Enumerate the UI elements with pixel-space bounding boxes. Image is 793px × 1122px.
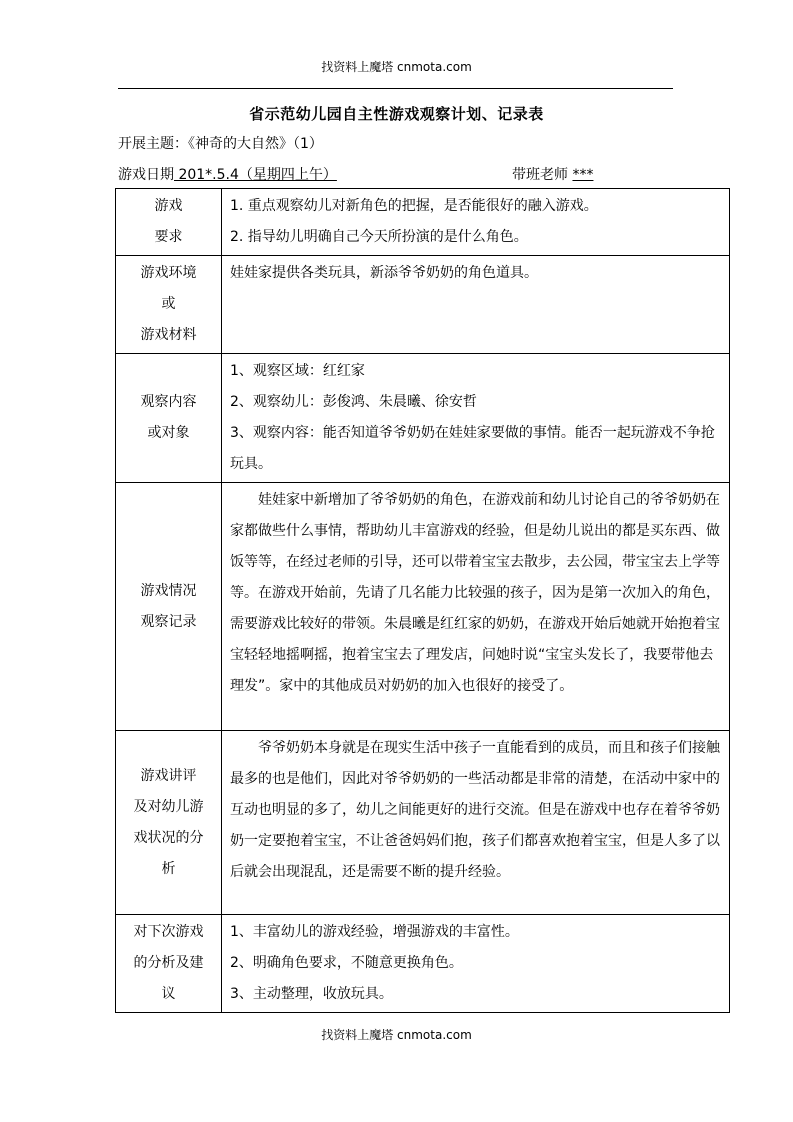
row-value-requirements: 1. 重点观察幼儿对新角色的把握，是否能很好的融入游戏。 2. 指导幼儿明确自己今天所扮演的是什么角色。 xyxy=(222,189,730,256)
document-title: 省示范幼儿园自主性游戏观察计划、记录表 xyxy=(249,105,544,123)
table-row xyxy=(116,189,730,256)
table-row xyxy=(116,483,730,731)
row-label-next-suggestions: 对下次游戏 的分析及建 议 xyxy=(116,915,222,1013)
table-row xyxy=(116,256,730,354)
teacher-value: *** xyxy=(572,167,594,183)
table-row xyxy=(116,915,730,1013)
observation-table xyxy=(115,188,730,1013)
table-row xyxy=(116,354,730,483)
row-label-requirements: 游戏 要求 xyxy=(116,189,222,256)
teacher-line xyxy=(512,164,593,184)
row-value-next-suggestions: 1、丰富幼儿的游戏经验，增强游戏的丰富性。 2、明确角色要求，不随意更换角色。 3、主动整理，收放玩具。 xyxy=(222,915,730,1013)
row-value-evaluation: 爷爷奶奶本身就是在现实生活中孩子一直能看到的成员，而且和孩子们接触最多的也是他们，因此对爷爷奶奶的一些活动都是非常的清楚，在活动中家中的互动也明显的多了，幼儿之间能更好的进行交流。但是在游戏中也存在着爷爷奶奶一定要抱着宝宝，不让爸爸妈妈们抱，孩子们都喜欢抱着宝宝，但是人多了以后就会出现混乱，还是需要不断的提升经验。 xyxy=(222,731,730,915)
date-label: 游戏日期 xyxy=(118,167,174,183)
theme-line: 开展主题：《神奇的大自然》（1） xyxy=(118,136,323,152)
row-value-environment: 娃娃家提供各类玩具，新添爷爷奶奶的角色道具。 xyxy=(222,256,730,354)
row-value-observation-record: 娃娃家中新增加了爷爷奶奶的角色，在游戏前和幼儿讨论自己的爷爷奶奶在家都做些什么事情，帮助幼儿丰富游戏的经验，但是幼儿说出的都是买东西、做饭等等，在经过老师的引导，还可以带着宝宝去散步，去公园，带宝宝去上学等等。在游戏开始前，先请了几名能力比较强的孩子，因为是第一次加入的角色，需要游戏比较好的带领。朱晨曦是红红家的奶奶，在游戏开始后她就开始抱着宝宝轻轻地摇啊摇，抱着宝宝去了理发店，问她时说“宝宝头发长了，我要带他去理发”。家中的其他成员对奶奶的加入也很好的接受了。 xyxy=(222,483,730,731)
date-line xyxy=(118,164,337,184)
row-label-evaluation: 游戏讲评 及对幼儿游 戏状况的分 析 xyxy=(116,731,222,915)
header-watermark: 找资料上魔塔 cnmota.com xyxy=(321,60,472,74)
date-value: 201*.5.4（星期四上午） xyxy=(174,167,337,183)
row-label-observation-target: 观察内容 或对象 xyxy=(116,354,222,483)
row-label-environment: 游戏环境 或 游戏材料 xyxy=(116,256,222,354)
row-label-observation-record: 游戏情况 观察记录 xyxy=(116,483,222,731)
table-row xyxy=(116,731,730,915)
footer-watermark: 找资料上魔塔 cnmota.com xyxy=(321,1028,472,1042)
row-value-observation-target: 1、观察区域：红红家 2、观察幼儿：彭俊鸿、朱晨曦、徐安哲 3、观察内容：能否知道爷爷奶奶在娃娃家要做的事情。能否一起玩游戏不争抢玩具。 xyxy=(222,354,730,483)
header-divider xyxy=(118,88,673,89)
teacher-label: 带班老师 xyxy=(512,167,573,183)
